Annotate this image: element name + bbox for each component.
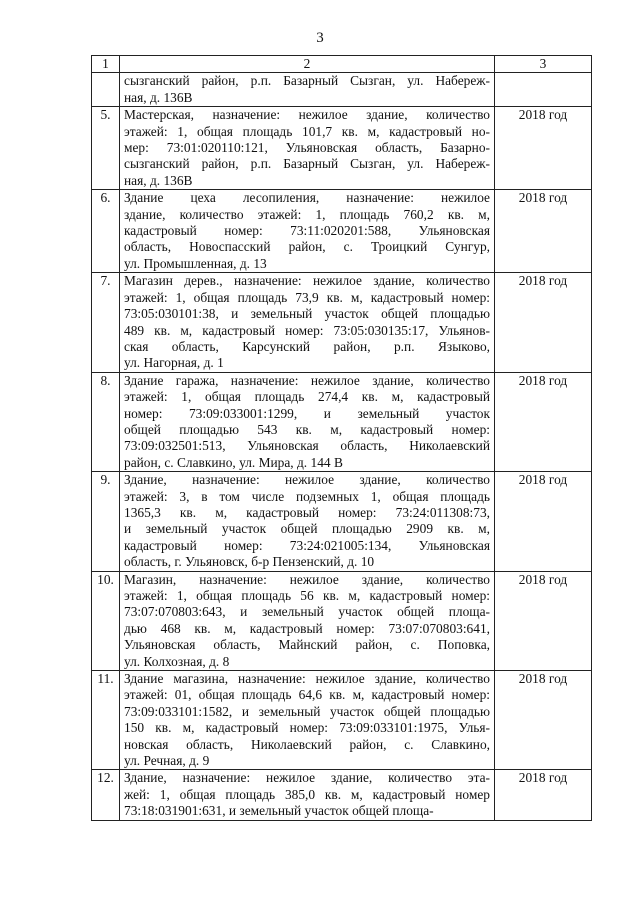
property-description [120,472,495,571]
row-number: 5. [92,107,120,190]
description-line: область, Новоспасский район, с. Троицкий Сунгур, [124,239,490,255]
description-line: ная, д. 136В [124,89,193,105]
row-number: 11. [92,671,120,770]
description-line: Здание, назначение: нежилое здание, количество эта- [124,770,490,786]
description-line: 73:05:030101:38, и земельный участок общей площадью [124,306,490,322]
row-number: 7. [92,273,120,372]
page-number: 3 [316,30,324,46]
description-line: 1365,3 кв. м, кадастровый номер: 73:24:011308:73, [124,504,490,520]
property-description [120,372,495,471]
property-table [91,55,592,821]
description-line: этажей: 1, общая площадь 73,9 кв. м, кадастровый номер: [124,289,490,305]
privatization-year: 2018 год [495,107,592,190]
description-line: область, г. Ульяновск, б-р Пензенский, д. 10 [124,554,375,570]
description-line: мер: 73:01:020110:121, Ульяновская область, Базарно- [124,140,490,156]
description-line: ская область, Карсунский район, р.п. Языково, [124,338,490,354]
privatization-year: 2018 год [495,671,592,770]
table-row [92,770,592,820]
description-line: район, с. Славкино, ул. Мира, д. 144 В [124,454,343,470]
description-line: Магазин дерев., назначение: нежилое здание, количество [124,273,490,289]
table-row [92,73,592,107]
privatization-year: 2018 год [495,472,592,571]
description-line: этажей: 01, общая площадь 64,6 кв. м, кадастровый номер: [124,687,490,703]
column-header-description: 2 [120,56,495,73]
description-line: Здание гаража, назначение: нежилое здание, количество [124,372,490,388]
privatization-year: 2018 год [495,273,592,372]
table-row [92,190,592,273]
table-header-row [92,56,592,73]
description-line: Здание цеха лесопиления, назначение: нежилое [124,190,490,206]
table-row [92,273,592,372]
row-number: 6. [92,190,120,273]
table-row [92,107,592,190]
description-line: Здание, назначение: нежилое здание, количество [124,472,490,488]
description-line: дью 468 кв. м, кадастровый номер: 73:07:070803:641, [124,620,490,636]
description-line: этажей: 1, общая площадь 274,4 кв. м, кадастровый [124,389,490,405]
property-description [120,273,495,372]
description-line: этажей: 1, общая площадь 101,7 кв. м, кадастровый но- [124,123,490,139]
row-number: 12. [92,770,120,820]
row-number [92,73,120,107]
table-row [92,571,592,670]
table-row [92,472,592,571]
description-line: 73:09:032501:513, Ульяновская область, Николаевский [124,438,490,454]
description-line: кадастровый номер: 73:24:021005:134, Ульяновская [124,537,490,553]
table-row [92,671,592,770]
description-line: сызганский район, р.п. Базарный Сызган, ул. Набереж- [124,73,490,89]
row-number: 8. [92,372,120,471]
description-line: этажей: 1, общая площадь 56 кв. м, кадастровый номер: [124,588,490,603]
privatization-year: 2018 год [495,190,592,273]
description-line: ул. Нагорная, д. 1 [124,355,224,371]
description-line: 150 кв. м, кадастровый номер: 73:09:033101:1975, Улья- [124,720,490,736]
property-description [120,770,495,820]
privatization-year: 2018 год [495,571,592,670]
property-description [120,107,495,190]
description-line: жей: 1, общая площадь 385,0 кв. м, кадастровый номер [124,786,490,802]
description-line: Мастерская, назначение: нежилое здание, количество [124,107,490,123]
description-line: 73:07:070803:643, и земельный участок общей площа- [124,604,490,620]
description-line: ул. Колхозная, д. 8 [124,653,230,669]
property-description [120,190,495,273]
privatization-year [495,73,592,107]
description-line: ная, д. 136В [124,172,193,188]
description-line: кадастровый номер: 73:11:020201:588, Ульяновская [124,223,490,239]
description-line: новская область, Николаевский район, с. Славкино, [124,736,490,752]
privatization-year: 2018 год [495,770,592,820]
description-line: ул. Речная, д. 9 [124,753,210,769]
row-number: 10. [92,571,120,670]
property-description [120,671,495,770]
description-line: Магазин, назначение: нежилое здание, количество [124,571,490,587]
property-description [120,571,495,670]
description-line: сызганский район, р.п. Базарный Сызган, ул. Набереж- [124,156,490,172]
privatization-year: 2018 год [495,372,592,471]
description-line: 73:18:031901:631, и земельный участок общей площа- [124,803,434,819]
description-line: Ульяновская область, Майнский район, с. Поповка, [124,637,490,653]
description-line: общей площадью 543 кв. м, кадастровый номер: [124,421,490,437]
description-line: здание, количество этажей: 1, площадь 760,2 кв. м, [124,206,490,222]
table-row [92,372,592,471]
description-line: 73:09:033101:1582, и земельный участок общей площадью [124,703,490,719]
description-line: номер: 73:09:033001:1299, и земельный участок [124,405,490,421]
description-line: и земельный участок общей площадью 2909 кв. м, [124,521,490,537]
description-line: Здание магазина, назначение: нежилое здание, количество [124,671,490,687]
property-description [120,73,495,107]
column-header-number: 1 [92,56,120,73]
column-header-year: 3 [495,56,592,73]
description-line: 489 кв. м, кадастровый номер: 73:05:030135:17, Ульянов- [124,322,490,338]
description-line: ул. Промышленная, д. 13 [124,255,267,271]
row-number: 9. [92,472,120,571]
description-line: этажей: 3, в том числе подземных 1, общая площадь [124,488,490,504]
